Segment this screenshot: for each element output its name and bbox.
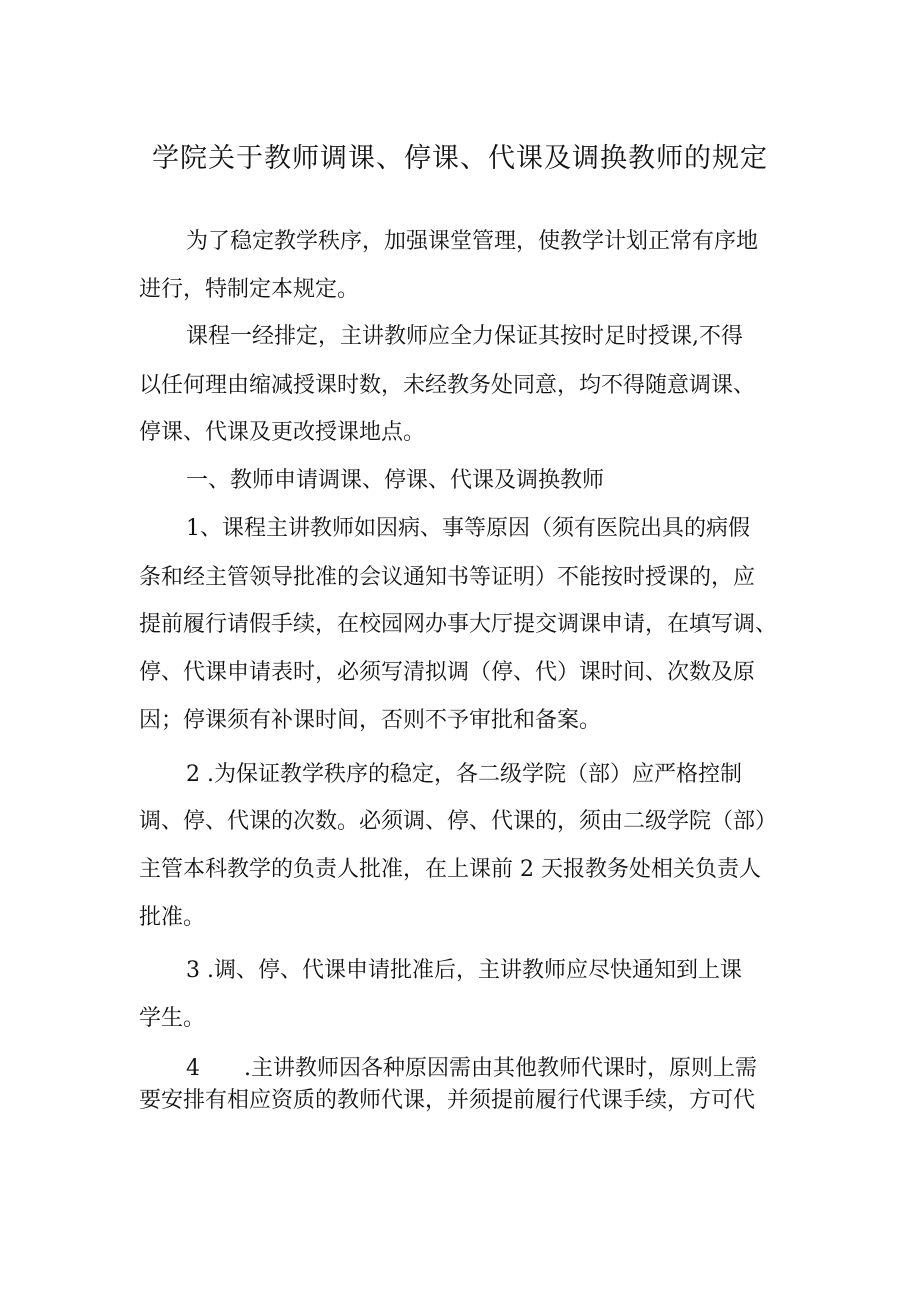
paragraph-line: 条和经主管领导批准的会议通知书等证明）不能按时授课的，应	[139, 565, 756, 590]
paragraph-line: 提前履行请假手续，在校园网办事大厅提交调课申请，在填写调、	[139, 612, 778, 637]
paragraph-line: 以任何理由缩减授课时数，未经教务处同意，均不得随意调课、	[139, 373, 756, 398]
document-title: 学院关于教师调课、停课、代课及调换教师的规定	[152, 143, 768, 174]
paragraph-line: 调、停、代课的次数。必须调、停、代课的，须由二级学院（部）	[139, 809, 778, 834]
paragraph-line: 为了稳定教学秩序，加强课堂管理，使教学计划正常有序地	[186, 229, 759, 254]
paragraph-line: 课程一经排定，主讲教师应全力保证其按时足时授课,不得	[186, 324, 743, 349]
paragraph-line: 进行，特制定本规定。	[139, 277, 360, 302]
paragraph-line: 2 .为保证教学秩序的稳定，各二级学院（部）应严格控制	[186, 762, 742, 787]
paragraph-line: 3 .调、停、代课申请批准后，主讲教师应尽快通知到上课	[186, 958, 742, 983]
paragraph-line: 要安排有相应资质的教师代课，并须提前履行代课手续，方可代	[139, 1088, 756, 1113]
paragraph-line: 1、课程主讲教师如因病、事等原因（须有医院出具的病假	[186, 516, 750, 541]
paragraph-line: 停、代课申请表时，必须写清拟调（停、代）课时间、次数及原	[139, 660, 756, 685]
paragraph-line: 学生。	[139, 1006, 206, 1031]
section-heading: 一、教师申请调课、停课、代课及调换教师	[186, 468, 605, 493]
paragraph-line: 批准。	[139, 905, 206, 930]
paragraph-line: 主管本科教学的负责人批准，在上课前 2 天报教务处相关负责人	[139, 857, 761, 882]
paragraph-line: 4 .主讲教师因各种原因需由其他教师代课时，原则上需	[186, 1056, 757, 1081]
paragraph-line: 停课、代课及更改授课地点。	[139, 420, 426, 445]
paragraph-line: 因；停课须有补课时间，否则不予审批和备案。	[139, 708, 602, 733]
